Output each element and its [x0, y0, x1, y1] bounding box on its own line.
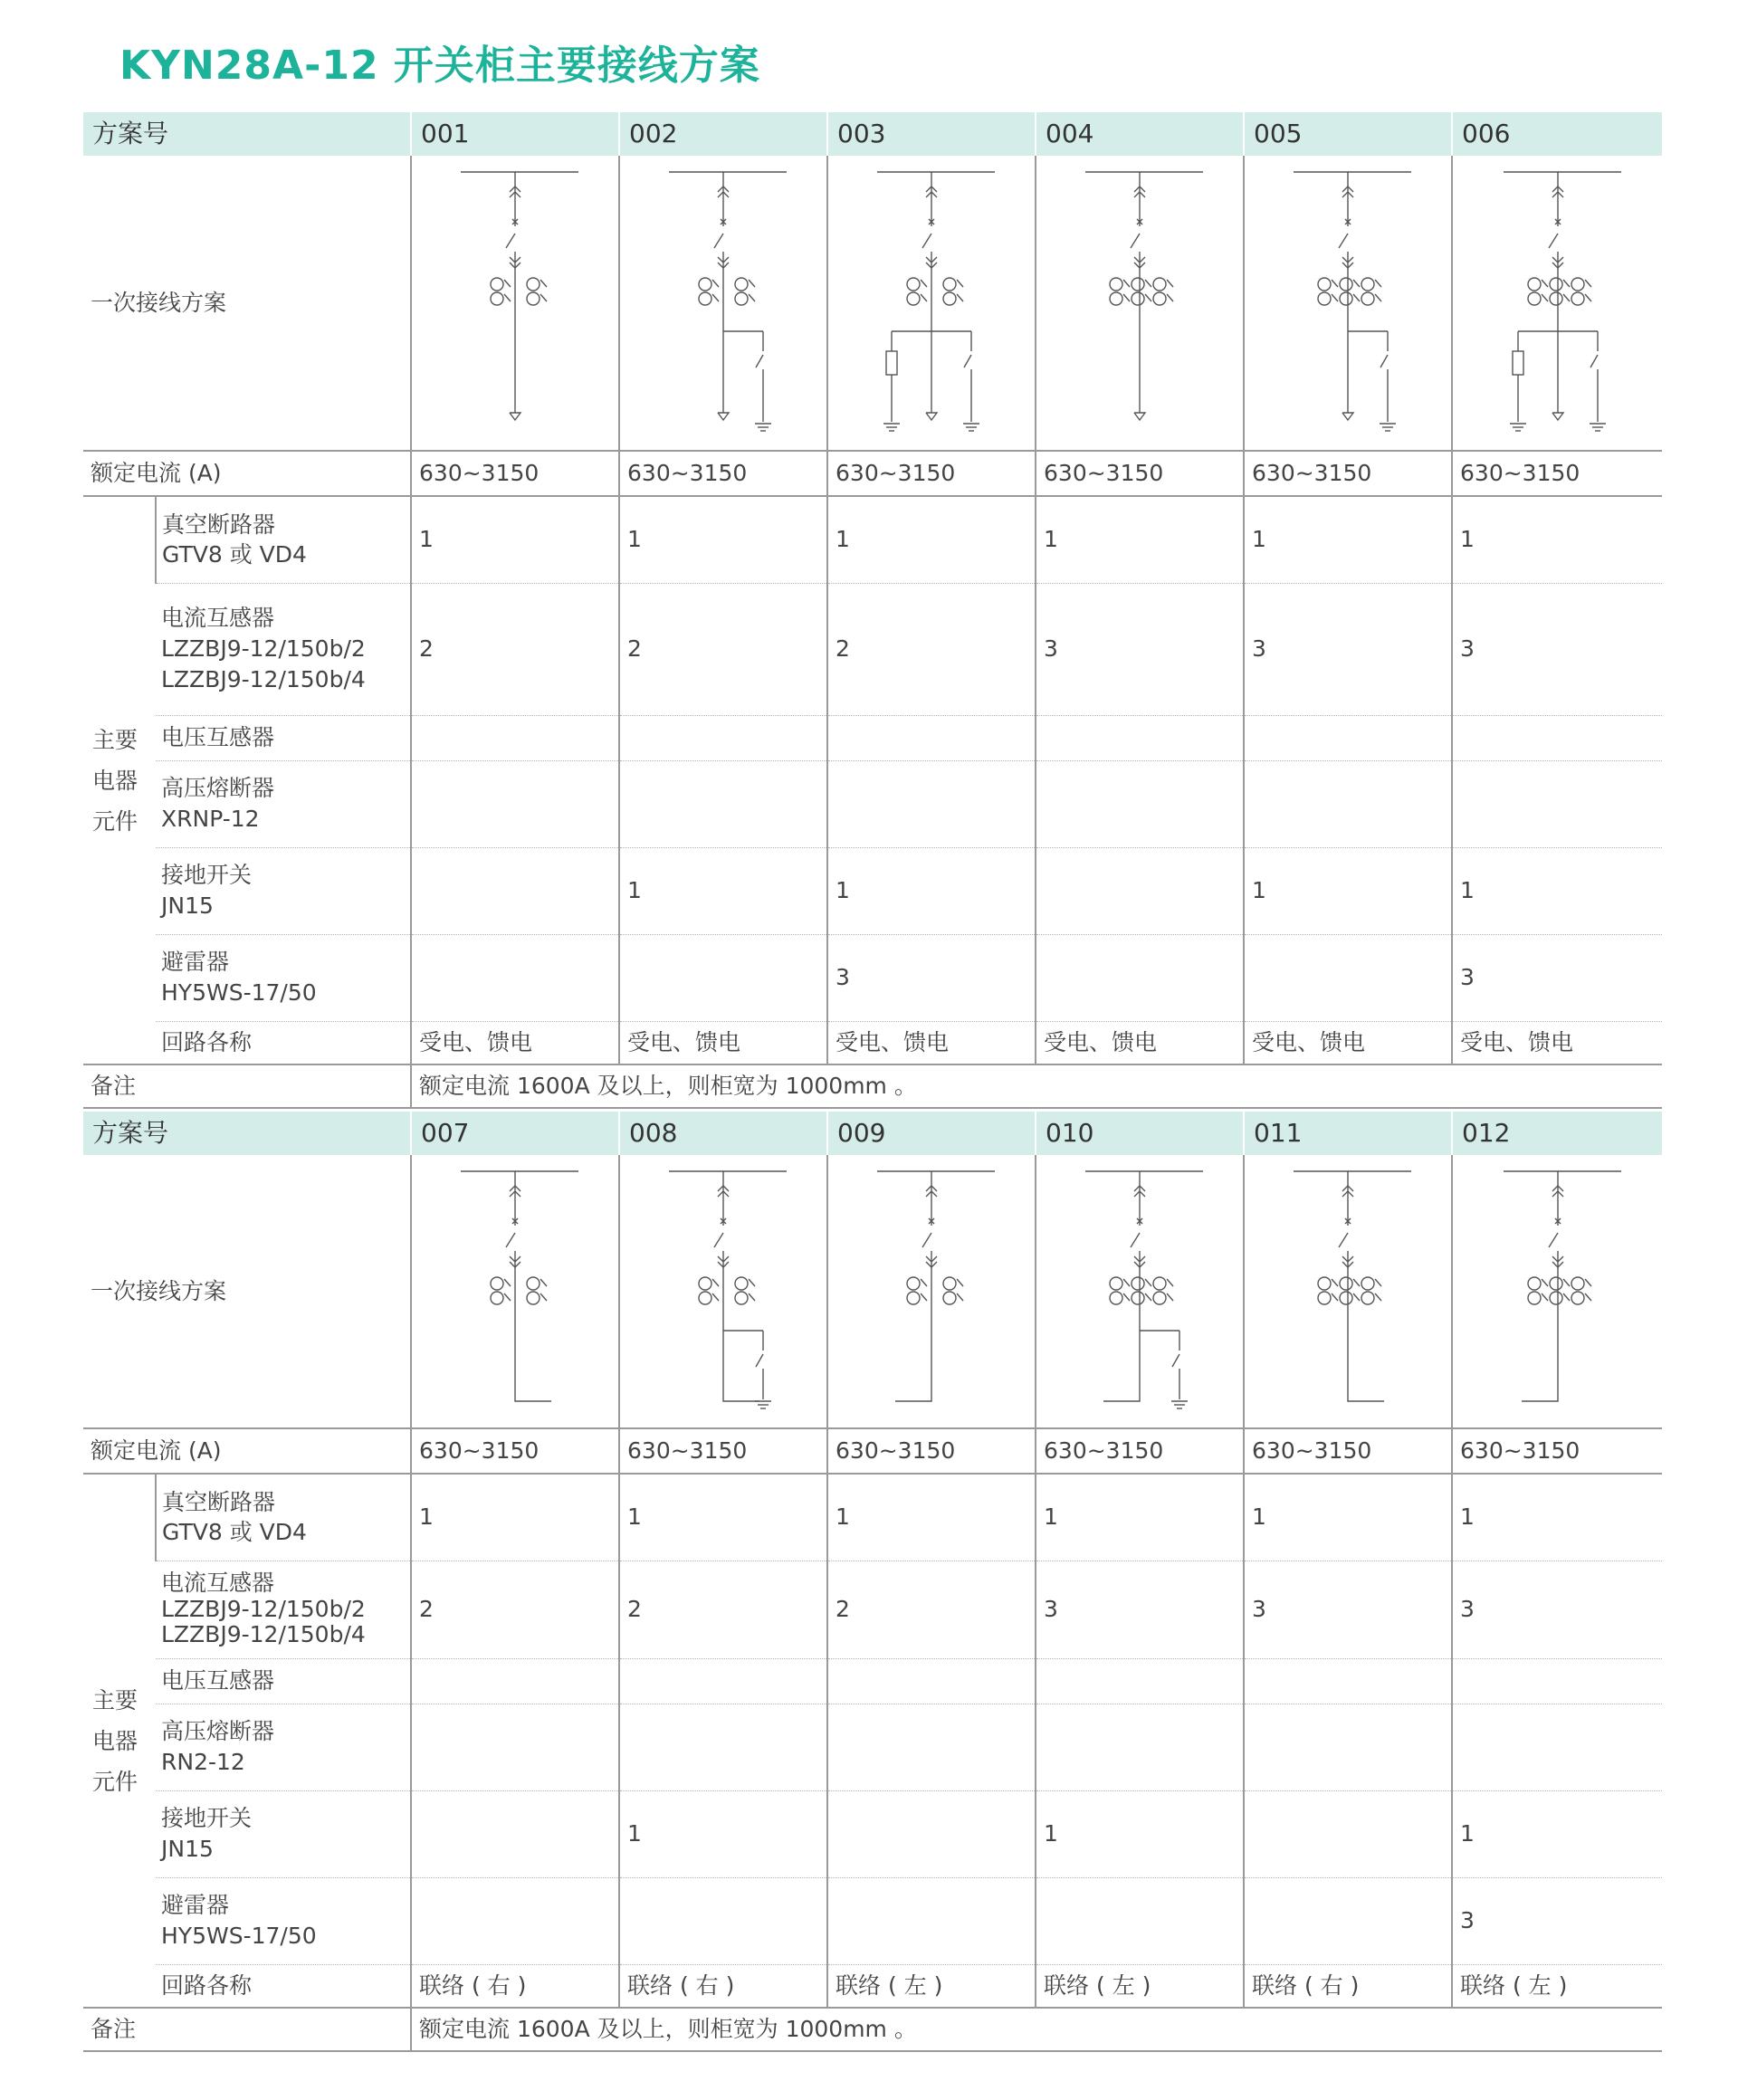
circuit-row	[83, 1021, 1662, 1064]
component-row	[83, 1561, 1662, 1658]
circuit-name: 联络 ( 左 )	[1452, 1964, 1662, 2008]
current-transformer-icon	[735, 1277, 755, 1304]
current-transformer-icon	[699, 1277, 719, 1304]
component-qty	[1036, 715, 1244, 760]
single-line-diagram	[1067, 1162, 1212, 1421]
current-transformer-icon	[1340, 278, 1360, 305]
component-qty: 2	[827, 583, 1036, 715]
circuit-name: 受电、馈电	[1452, 1021, 1662, 1064]
component-qty: 2	[619, 583, 827, 715]
cable-outlet-icon	[1342, 413, 1353, 420]
scheme-no: 008	[619, 1112, 827, 1155]
ground-icon	[1380, 424, 1396, 431]
component-qty: 1	[1244, 496, 1452, 583]
component-qty	[411, 847, 619, 934]
component-qty: 2	[411, 583, 619, 715]
wiring-diagram	[1036, 156, 1244, 451]
current-transformer-icon	[1361, 1277, 1381, 1304]
scheme-no: 009	[827, 1112, 1036, 1155]
single-line-diagram	[1485, 1162, 1630, 1421]
rated-current-row	[83, 451, 1662, 496]
single-line-diagram	[1067, 163, 1212, 444]
single-line-diagram	[443, 1162, 587, 1421]
component-qty	[1452, 715, 1662, 760]
wiring-table-2	[83, 1112, 1662, 2052]
ground-icon	[883, 424, 900, 431]
rated-current-value: 630~3150	[619, 451, 827, 496]
rated-current-value: 630~3150	[827, 451, 1036, 496]
current-transformer-icon	[1550, 278, 1570, 305]
wiring-diagram	[1244, 1155, 1452, 1428]
current-transformer-icon	[907, 278, 927, 305]
tie-connection-line	[1103, 1318, 1140, 1401]
tie-connection-line	[1348, 1318, 1384, 1401]
breaker-icon	[714, 203, 726, 248]
component-qty: 1	[827, 496, 1036, 583]
primary-wiring-label: 一次接线方案	[83, 156, 411, 451]
rated-current-value: 630~3150	[1036, 451, 1244, 496]
component-qty	[619, 1704, 827, 1790]
rated-current-value: 630~3150	[1244, 1428, 1452, 1474]
component-qty: 1	[619, 1790, 827, 1877]
component-qty	[1036, 1877, 1244, 1964]
component-qty: 3	[1452, 1561, 1662, 1658]
component-qty	[619, 760, 827, 847]
scheme-no: 010	[1036, 1112, 1244, 1155]
circuit-name: 受电、馈电	[411, 1021, 619, 1064]
scheme-no: 002	[619, 112, 827, 156]
ground-icon	[1171, 1401, 1188, 1408]
component-qty: 1	[1036, 1790, 1244, 1877]
component-qty	[1244, 715, 1452, 760]
component-qty	[619, 934, 827, 1021]
ground-icon	[1510, 424, 1526, 431]
scheme-no: 005	[1244, 112, 1452, 156]
component-row	[83, 1790, 1662, 1877]
rated-current-value: 630~3150	[411, 451, 619, 496]
scheme-header-row	[83, 1112, 1662, 1155]
single-line-diagram	[651, 1162, 796, 1421]
circuit-name: 受电、馈电	[827, 1021, 1036, 1064]
component-qty: 1	[1036, 496, 1244, 583]
component-qty: 1	[1244, 1474, 1452, 1561]
wiring-diagram	[827, 156, 1036, 451]
lightning-arrester-icon	[1513, 331, 1523, 422]
component-name: 高压熔断器 XRNP-12	[156, 760, 411, 847]
earthing-switch-icon	[1380, 331, 1388, 422]
current-transformer-icon	[527, 278, 547, 305]
component-qty: 1	[619, 1474, 827, 1561]
component-qty	[619, 1658, 827, 1704]
component-name: 避雷器 HY5WS-17/50	[156, 934, 411, 1021]
breaker-icon	[1549, 203, 1561, 248]
rated-current-value: 630~3150	[1452, 1428, 1662, 1474]
component-row	[83, 583, 1662, 715]
current-transformer-icon	[1153, 1277, 1173, 1304]
scheme-no: 003	[827, 112, 1036, 156]
component-qty: 1	[1244, 847, 1452, 934]
circuit-name-label: 回路各称	[156, 1021, 411, 1064]
tie-connection-line	[1522, 1318, 1558, 1401]
current-transformer-icon	[1528, 1277, 1548, 1304]
current-transformer-icon	[1132, 278, 1151, 305]
current-transformer-icon	[491, 278, 511, 305]
earthing-switch-icon	[756, 331, 763, 422]
earthing-switch-icon	[756, 1331, 763, 1399]
wiring-diagram	[619, 1155, 827, 1428]
ground-icon	[755, 1401, 771, 1408]
wiring-table-1	[83, 112, 1662, 1109]
scheme-no: 004	[1036, 112, 1244, 156]
rated-current-label: 额定电流 (A)	[83, 451, 411, 496]
main-components-label: 主要电器元件	[83, 1474, 156, 2008]
cable-outlet-icon	[1134, 413, 1145, 420]
rated-current-value: 630~3150	[411, 1428, 619, 1474]
current-transformer-icon	[1153, 278, 1173, 305]
component-name: 电流互感器 LZZBJ9-12/150b/2 LZZBJ9-12/150b/4	[156, 1561, 411, 1658]
component-qty: 2	[411, 1561, 619, 1658]
component-row	[83, 1658, 1662, 1704]
remark-text: 额定电流 1600A 及以上，则柜宽为 1000mm 。	[411, 2008, 1662, 2051]
breaker-icon	[922, 1202, 934, 1247]
component-row	[83, 1704, 1662, 1790]
component-row	[83, 1474, 1662, 1561]
rated-current-value: 630~3150	[827, 1428, 1036, 1474]
component-qty: 3	[1036, 583, 1244, 715]
current-transformer-icon	[1571, 278, 1591, 305]
breaker-icon	[922, 203, 934, 248]
cable-outlet-icon	[1552, 413, 1563, 420]
component-qty	[1244, 1877, 1452, 1964]
component-name: 电流互感器 LZZBJ9-12/150b/2 LZZBJ9-12/150b/4	[156, 583, 411, 715]
breaker-icon	[1339, 203, 1351, 248]
current-transformer-icon	[1361, 278, 1381, 305]
component-qty	[1036, 760, 1244, 847]
component-qty: 3	[1244, 583, 1452, 715]
component-qty: 2	[827, 1561, 1036, 1658]
scheme-no: 006	[1452, 112, 1662, 156]
single-line-diagram	[859, 163, 1004, 444]
lightning-arrester-icon	[886, 331, 897, 422]
current-transformer-icon	[699, 278, 719, 305]
current-transformer-icon	[1318, 1277, 1338, 1304]
main-components-label: 主要电器元件	[83, 496, 156, 1064]
component-row	[83, 496, 1662, 583]
scheme-no-label: 方案号	[83, 1112, 411, 1155]
single-line-diagram	[859, 1162, 1004, 1421]
rated-current-value: 630~3150	[1452, 451, 1662, 496]
scheme-no: 011	[1244, 1112, 1452, 1155]
rated-current-value: 630~3150	[1036, 1428, 1244, 1474]
current-transformer-icon	[1318, 278, 1338, 305]
single-line-diagram	[1275, 1162, 1420, 1421]
remark-label: 备注	[83, 2008, 411, 2051]
component-qty	[827, 715, 1036, 760]
current-transformer-icon	[1132, 1277, 1151, 1304]
scheme-header-row	[83, 112, 1662, 156]
remark-label: 备注	[83, 1064, 411, 1108]
wiring-diagram	[619, 156, 827, 451]
component-qty: 1	[619, 496, 827, 583]
component-name: 接地开关 JN15	[156, 847, 411, 934]
wiring-diagram	[411, 1155, 619, 1428]
earthing-switch-icon	[964, 331, 971, 422]
current-transformer-icon	[907, 1277, 927, 1304]
component-qty	[1452, 1658, 1662, 1704]
rated-current-label: 额定电流 (A)	[83, 1428, 411, 1474]
scheme-no: 001	[411, 112, 619, 156]
page-title: KYN28A-12 开关柜主要接线方案	[119, 43, 760, 89]
wiring-diagram	[411, 156, 619, 451]
ground-icon	[1590, 424, 1606, 431]
component-name: 电压互感器	[156, 715, 411, 760]
circuit-name-label: 回路各称	[156, 1964, 411, 2008]
component-qty: 1	[1452, 1790, 1662, 1877]
component-qty: 1	[1036, 1474, 1244, 1561]
remark-text: 额定电流 1600A 及以上，则柜宽为 1000mm 。	[411, 1064, 1662, 1108]
breaker-icon	[506, 203, 518, 248]
current-transformer-icon	[735, 278, 755, 305]
component-name: 高压熔断器 RN2-12	[156, 1704, 411, 1790]
component-row	[83, 1877, 1662, 1964]
component-row	[83, 715, 1662, 760]
current-transformer-icon	[527, 1277, 547, 1304]
component-qty	[1244, 1658, 1452, 1704]
component-qty	[1036, 934, 1244, 1021]
component-row	[83, 934, 1662, 1021]
component-qty: 3	[827, 934, 1036, 1021]
single-line-diagram	[1485, 163, 1630, 444]
circuit-name: 联络 ( 左 )	[1036, 1964, 1244, 2008]
current-transformer-icon	[1571, 1277, 1591, 1304]
circuit-row	[83, 1964, 1662, 2008]
component-qty: 3	[1452, 934, 1662, 1021]
component-qty	[1244, 760, 1452, 847]
breaker-icon	[1549, 1202, 1561, 1247]
component-qty	[827, 1658, 1036, 1704]
current-transformer-icon	[1550, 1277, 1570, 1304]
component-qty: 3	[1452, 1877, 1662, 1964]
cable-outlet-icon	[926, 413, 937, 420]
current-transformer-icon	[1110, 1277, 1130, 1304]
circuit-name: 联络 ( 右 )	[1244, 1964, 1452, 2008]
breaker-icon	[1339, 1202, 1351, 1247]
wiring-diagram	[827, 1155, 1036, 1428]
circuit-name: 受电、馈电	[1244, 1021, 1452, 1064]
component-row	[83, 760, 1662, 847]
breaker-icon	[714, 1202, 726, 1247]
component-qty	[827, 1704, 1036, 1790]
component-qty	[827, 760, 1036, 847]
component-qty: 1	[827, 847, 1036, 934]
component-qty	[1244, 1704, 1452, 1790]
tie-connection-line	[895, 1318, 931, 1401]
rated-current-row	[83, 1428, 1662, 1474]
diagram-row	[83, 1155, 1662, 1428]
tie-connection-line	[515, 1318, 551, 1401]
component-qty: 2	[619, 1561, 827, 1658]
component-qty	[1036, 1704, 1244, 1790]
current-transformer-icon	[943, 278, 963, 305]
component-qty	[411, 715, 619, 760]
component-qty	[411, 1790, 619, 1877]
component-qty	[619, 1877, 827, 1964]
current-transformer-icon	[1110, 278, 1130, 305]
circuit-name: 联络 ( 左 )	[827, 1964, 1036, 2008]
component-qty	[1244, 934, 1452, 1021]
component-qty: 1	[619, 847, 827, 934]
component-qty	[1452, 1704, 1662, 1790]
component-qty	[411, 1704, 619, 1790]
single-line-diagram	[651, 163, 796, 444]
scheme-no-label: 方案号	[83, 112, 411, 156]
single-line-diagram	[443, 163, 587, 444]
component-qty	[1036, 847, 1244, 934]
component-qty: 3	[1452, 583, 1662, 715]
component-qty	[411, 760, 619, 847]
component-name: 避雷器 HY5WS-17/50	[156, 1877, 411, 1964]
cable-outlet-icon	[718, 413, 729, 420]
component-qty: 1	[827, 1474, 1036, 1561]
diagram-row	[83, 156, 1662, 451]
component-qty: 1	[1452, 496, 1662, 583]
wiring-diagram	[1244, 156, 1452, 451]
component-name: 真空断路器 GTV8 或 VD4	[156, 1474, 411, 1561]
component-qty	[827, 1877, 1036, 1964]
earthing-switch-icon	[1172, 1331, 1179, 1399]
ground-icon	[963, 424, 979, 431]
circuit-name: 联络 ( 右 )	[619, 1964, 827, 2008]
wiring-diagram	[1452, 156, 1662, 451]
component-qty	[1244, 1790, 1452, 1877]
circuit-name: 受电、馈电	[619, 1021, 827, 1064]
component-qty: 1	[1452, 1474, 1662, 1561]
component-qty	[411, 1877, 619, 1964]
wiring-diagram	[1452, 1155, 1662, 1428]
component-qty	[827, 1790, 1036, 1877]
remark-row	[83, 1064, 1662, 1108]
current-transformer-icon	[943, 1277, 963, 1304]
component-qty	[1452, 760, 1662, 847]
circuit-name: 受电、馈电	[1036, 1021, 1244, 1064]
remark-row	[83, 2008, 1662, 2051]
breaker-icon	[1131, 1202, 1142, 1247]
scheme-no: 007	[411, 1112, 619, 1155]
component-qty	[619, 715, 827, 760]
component-qty: 3	[1036, 1561, 1244, 1658]
component-name: 接地开关 JN15	[156, 1790, 411, 1877]
component-name: 真空断路器 GTV8 或 VD4	[156, 496, 411, 583]
primary-wiring-label: 一次接线方案	[83, 1155, 411, 1428]
component-qty: 1	[1452, 847, 1662, 934]
wiring-diagram	[1036, 1155, 1244, 1428]
component-qty	[411, 934, 619, 1021]
breaker-icon	[1131, 203, 1142, 248]
rated-current-value: 630~3150	[619, 1428, 827, 1474]
component-qty	[1036, 1658, 1244, 1704]
current-transformer-icon	[1528, 278, 1548, 305]
component-qty: 1	[411, 496, 619, 583]
scheme-no: 012	[1452, 1112, 1662, 1155]
component-qty	[411, 1658, 619, 1704]
circuit-name: 联络 ( 右 )	[411, 1964, 619, 2008]
single-line-diagram	[1275, 163, 1420, 444]
current-transformer-icon	[1340, 1277, 1360, 1304]
current-transformer-icon	[491, 1277, 511, 1304]
breaker-icon	[506, 1202, 518, 1247]
component-row	[83, 847, 1662, 934]
component-qty: 1	[411, 1474, 619, 1561]
cable-outlet-icon	[510, 413, 520, 420]
component-qty: 3	[1244, 1561, 1452, 1658]
earthing-switch-icon	[1590, 331, 1598, 422]
component-name: 电压互感器	[156, 1658, 411, 1704]
ground-icon	[755, 424, 771, 431]
rated-current-value: 630~3150	[1244, 451, 1452, 496]
